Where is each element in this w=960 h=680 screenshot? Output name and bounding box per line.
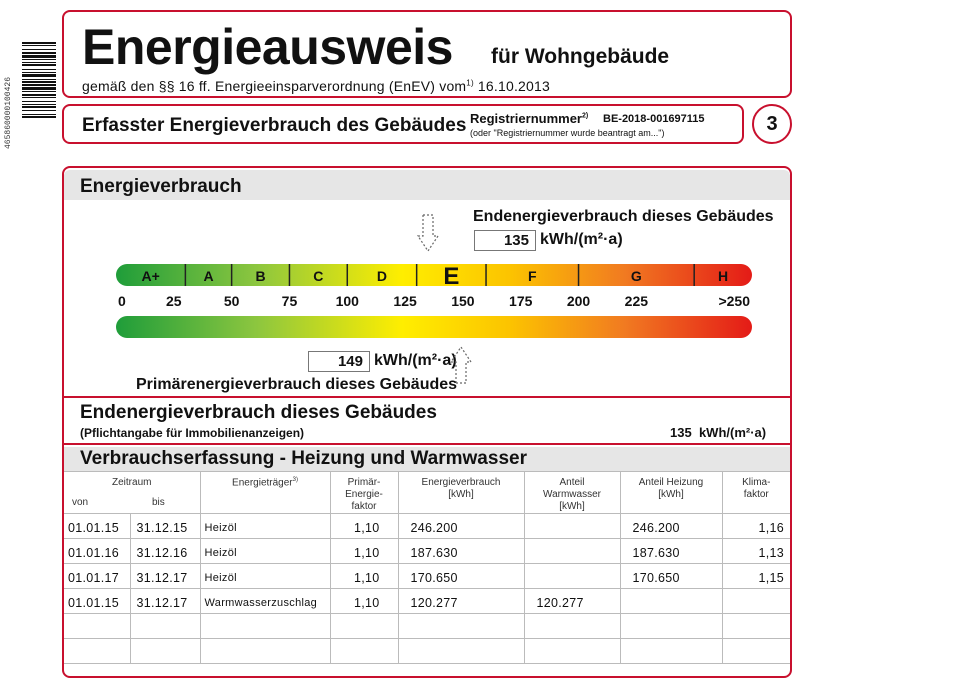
tick-label: 0 (118, 293, 126, 309)
barcode-bar (22, 72, 56, 73)
class-label: F (528, 268, 537, 284)
barcode-bar (22, 42, 56, 44)
class-label: A+ (141, 268, 160, 284)
col-climate-factor-line1: Klima- (742, 477, 771, 488)
tick-label: 50 (223, 293, 240, 309)
cell-consumption: 187.630 (398, 539, 524, 564)
col-hot-water-line2: Warmwasser (543, 489, 601, 500)
barcode-bar (22, 106, 56, 108)
tick-label: 175 (509, 293, 533, 309)
barcode-bar (22, 74, 56, 77)
summary-value-unit: kWh/(m²·a) (698, 425, 767, 440)
col-consumption-line2: [kWh] (448, 489, 474, 500)
cell-from: 01.01.17 (64, 564, 130, 589)
end-energy-summary-note: (Pflichtangabe für Immobilienanzeigen) (80, 426, 305, 440)
cell-carrier: Warmwasserzuschlag (200, 589, 330, 614)
cell-hot-water (524, 539, 620, 564)
divider (64, 443, 790, 445)
col-primary-factor-line3: faktor (351, 501, 377, 512)
document-subtitle: für Wohngebäude (491, 45, 670, 68)
primary-energy-label: Primärenergieverbrauch dieses Gebäudes (136, 376, 458, 393)
barcode-bar (22, 64, 56, 66)
class-label: B (255, 268, 266, 284)
table-header-row (64, 472, 790, 492)
cell-from: 01.01.15 (64, 514, 130, 539)
barcode (22, 42, 56, 182)
barcode-bar (22, 114, 56, 115)
scale-bar-bottom (116, 316, 752, 338)
col-period: Zeitraum (64, 472, 200, 492)
end-energy-summary-value (670, 425, 766, 440)
tick-label: >250 (718, 293, 750, 309)
cell-to: 31.12.17 (130, 589, 200, 614)
table-row (64, 564, 790, 589)
tick-label: 150 (451, 293, 475, 309)
barcode-bar (22, 81, 56, 83)
energy-title: Energieverbrauch (64, 170, 790, 200)
barcode-bar (22, 62, 56, 63)
cell-empty (524, 614, 620, 639)
barcode-bar (22, 55, 56, 58)
col-climate-factor (722, 472, 790, 514)
barcode-bar (22, 101, 56, 102)
col-primary-factor-line1: Primär- (347, 477, 381, 488)
tick-label: 200 (566, 293, 591, 309)
cell-empty (64, 639, 130, 664)
barcode-bar (22, 87, 56, 90)
end-energy-summary-title: Endenergieverbrauch dieses Gebäudes (80, 402, 437, 423)
cell-empty (620, 614, 722, 639)
barcode-bar (22, 79, 56, 80)
col-consumption-line1: Energieverbrauch (421, 477, 501, 488)
registration-note: (oder "Registriernummer wurde beantragt am...") (470, 128, 665, 138)
energy-consumption-panel (62, 166, 792, 678)
col-hot-water-line3: [kWh] (559, 501, 585, 512)
col-heating-line2: [kWh] (658, 489, 684, 500)
cell-from: 01.01.15 (64, 589, 130, 614)
barcode-bar (22, 69, 56, 70)
cell-from: 01.01.16 (64, 539, 130, 564)
col-consumption (398, 472, 524, 514)
primary-energy-unit: kWh/(m²·a) (374, 352, 457, 369)
cell-climate-factor: 1,13 (722, 539, 790, 564)
cell-consumption: 120.277 (398, 589, 524, 614)
barcode-bar (22, 110, 56, 111)
consumption-table-title: Verbrauchserfassung - Heizung und Warmwasser (64, 447, 790, 471)
barcode-bar (22, 94, 56, 96)
cell-empty (722, 614, 790, 639)
page-number: 3 (752, 104, 792, 144)
class-label: D (376, 268, 388, 284)
tick-label: 100 (335, 293, 359, 309)
cell-carrier: Heizöl (200, 564, 330, 589)
section-header (62, 104, 744, 144)
col-heating-line1: Anteil Heizung (638, 477, 704, 488)
cell-heating: 187.630 (620, 539, 722, 564)
cell-climate-factor (722, 589, 790, 614)
document-title: Energieausweis (82, 19, 453, 75)
end-energy-arrow-icon (417, 214, 439, 252)
energy-scale (116, 260, 752, 344)
cell-empty (200, 614, 330, 639)
class-label: G (630, 268, 642, 284)
cell-heating (620, 589, 722, 614)
cell-to: 31.12.16 (130, 539, 200, 564)
consumption-table (64, 471, 790, 664)
cell-empty (200, 639, 330, 664)
tick-label: 75 (281, 293, 298, 309)
col-hot-water (524, 472, 620, 514)
cell-heating: 170.650 (620, 564, 722, 589)
barcode-bar (22, 104, 56, 105)
barcode-bar (22, 52, 56, 54)
end-energy-unit: kWh/(m²·a) (540, 231, 623, 248)
cell-hot-water: 120.277 (524, 589, 620, 614)
cell-carrier: Heizöl (200, 514, 330, 539)
cell-empty (398, 614, 524, 639)
barcode-bar (22, 84, 56, 86)
cell-empty (524, 639, 620, 664)
col-heating (620, 472, 722, 514)
tick-label: 25 (166, 293, 182, 309)
table-row (64, 539, 790, 564)
class-label: C (313, 268, 324, 284)
cell-empty (620, 639, 722, 664)
primary-energy-value: 149 (308, 351, 370, 372)
registration-footnote: 2) (581, 112, 589, 120)
barcode-bar (22, 97, 56, 98)
cell-heating: 246.200 (620, 514, 722, 539)
cell-empty (130, 614, 200, 639)
table-row-empty (64, 614, 790, 639)
cell-hot-water (524, 514, 620, 539)
col-carrier-text: Energieträger (232, 477, 293, 489)
cell-empty (130, 639, 200, 664)
class-label: E (443, 263, 460, 290)
legal-basis-text: gemäß den §§ 16 ff. Energieeinsparverordnung (EnEV) vom (82, 78, 467, 94)
cell-climate-factor: 1,16 (722, 514, 790, 539)
cell-empty (64, 614, 130, 639)
cell-empty (398, 639, 524, 664)
barcode-bar (22, 59, 56, 60)
cell-consumption: 246.200 (398, 514, 524, 539)
cell-hot-water (524, 564, 620, 589)
barcode-bar (22, 91, 56, 92)
cell-primary-factor: 1,10 (330, 564, 398, 589)
col-from: von (64, 492, 130, 514)
cell-empty (722, 639, 790, 664)
section-label: Erfasster Energieverbrauch des Gebäudes (82, 115, 467, 136)
cell-primary-factor: 1,10 (330, 589, 398, 614)
col-climate-factor-line2: faktor (743, 489, 769, 500)
tick-label: 225 (624, 293, 649, 309)
class-label: A (203, 268, 214, 284)
legal-basis (82, 78, 550, 94)
barcode-bar (22, 49, 56, 50)
cell-empty (330, 639, 398, 664)
cell-climate-factor: 1,15 (722, 564, 790, 589)
legal-basis-date: 16.10.2013 (477, 78, 550, 94)
summary-value-number: 135 (670, 425, 692, 440)
cell-carrier: Heizöl (200, 539, 330, 564)
divider (64, 396, 790, 398)
cell-primary-factor: 1,10 (330, 514, 398, 539)
col-carrier (200, 472, 330, 514)
col-carrier-footnote: 3) (292, 477, 298, 483)
col-primary-factor (330, 472, 398, 514)
registration-number: BE-2018-001697115 (603, 113, 705, 125)
barcode-bar (22, 45, 56, 46)
cell-to: 31.12.17 (130, 564, 200, 589)
table-row-empty (64, 639, 790, 664)
table-row (64, 514, 790, 539)
class-label: H (718, 268, 729, 284)
cell-primary-factor: 1,10 (330, 539, 398, 564)
legal-basis-footnote: 1) (466, 78, 474, 88)
registration-label-text: Registriernummer (470, 111, 582, 126)
barcode-number: 465860000100426 (4, 77, 13, 150)
col-to: bis (130, 492, 200, 514)
col-hot-water-line1: Anteil (559, 477, 585, 488)
barcode-bar (22, 116, 56, 118)
cell-to: 31.12.15 (130, 514, 200, 539)
certificate-header (62, 10, 792, 98)
end-energy-label: Endenergieverbrauch dieses Gebäudes (473, 208, 774, 225)
registration-label (470, 111, 588, 126)
end-energy-value: 135 (474, 230, 536, 251)
tick-label: 125 (393, 293, 417, 309)
table-row (64, 589, 790, 614)
cell-empty (330, 614, 398, 639)
col-primary-factor-line2: Energie- (345, 489, 383, 500)
cell-consumption: 170.650 (398, 564, 524, 589)
